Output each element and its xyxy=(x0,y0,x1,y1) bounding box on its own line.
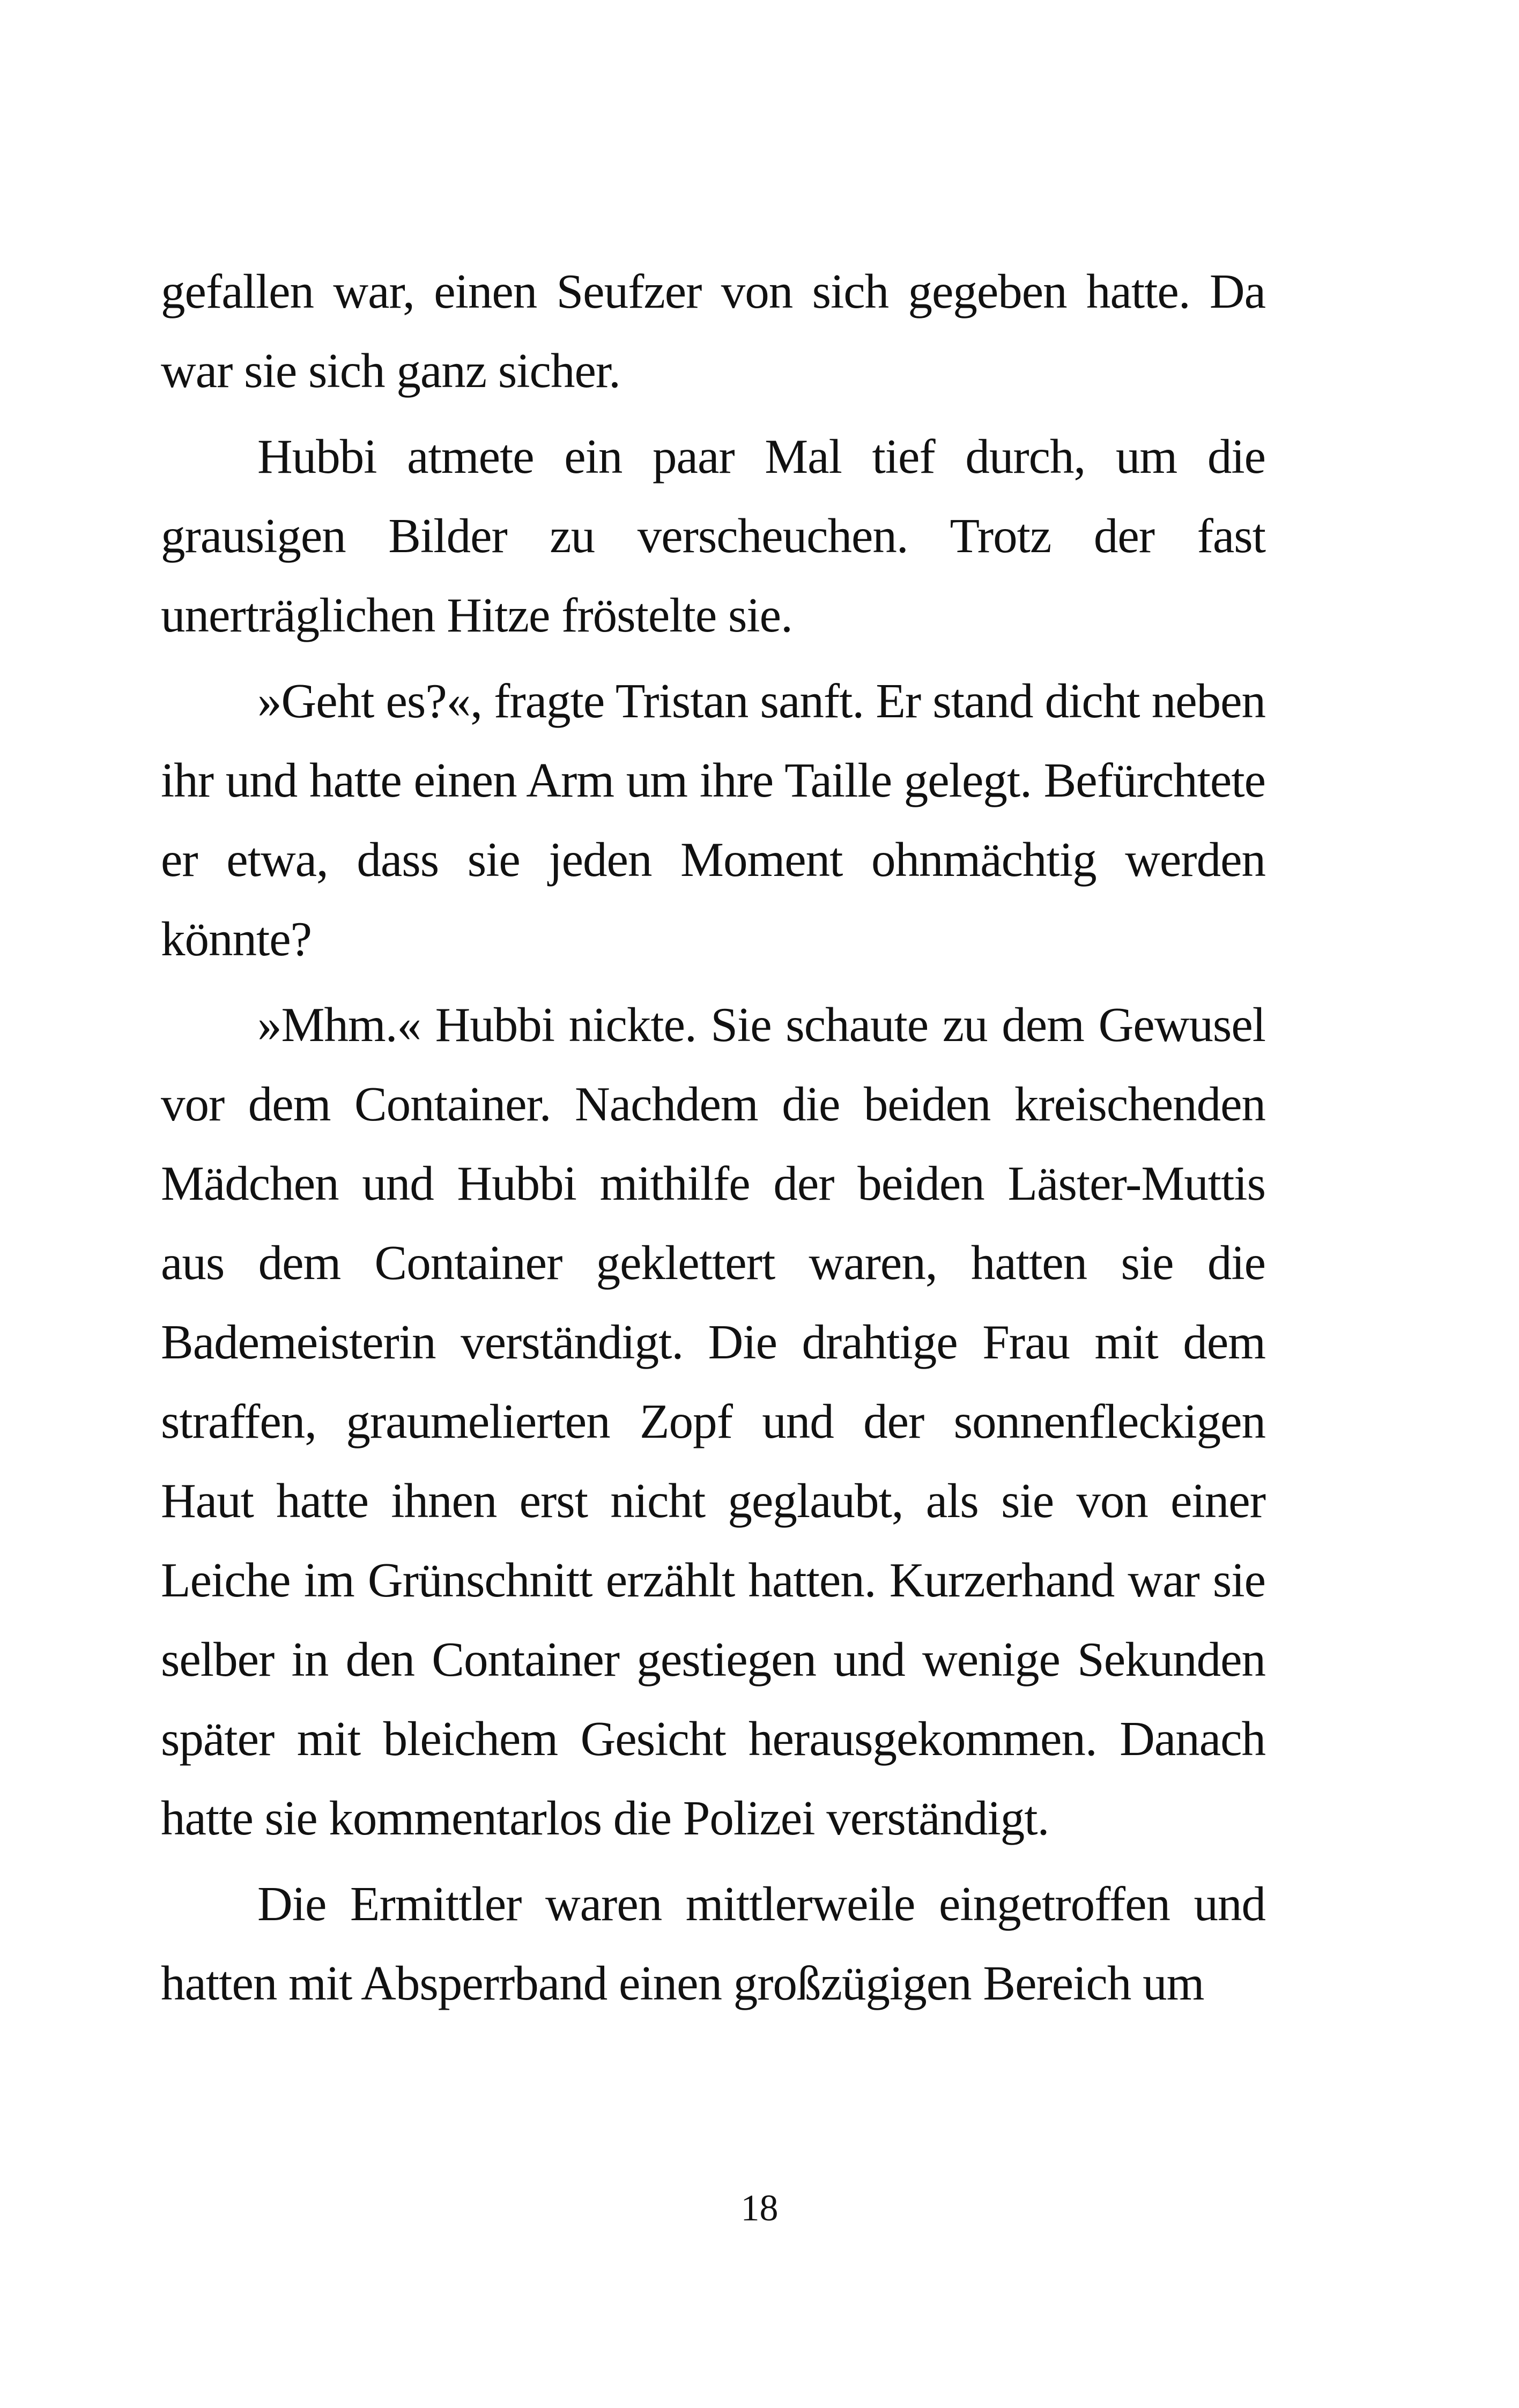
paragraph-2: Hubbi atmete ein paar Mal tief durch, um die grausigen Bilder zu verscheuchen. Trotz der fast unerträglichen Hitze fröstelte sie. xyxy=(161,429,1265,642)
paragraph-4: »Mhm.« Hubbi nickte. Sie schaute zu dem Gewusel vor dem Container. Nachdem die beiden kreischenden Mädchen und Hubbi mithilfe der beiden Läster-Muttis aus dem Container geklettert waren, hatten sie die Bademeisterin verständigt. Die drahtige Frau mit dem straffen, graumelierten Zopf und der sonnenfleckigen Haut hatte ihnen erst nicht geglaubt, als sie von einer Leiche im Grünschnitt erzählt hatten. Kurzerhand war sie selber in den Container gestiegen und wenige Sekunden später mit bleichem Gesicht herausgekommen. Danach hatte sie kommentarlos die Polizei verständigt. xyxy=(161,998,1265,1845)
body-text xyxy=(161,252,1265,2030)
paragraph-5: Die Ermittler waren mittlerweile eingetroffen und hatten mit Absperrband einen großzügigen Bereich um xyxy=(161,1877,1265,2010)
paragraph-3: »Geht es?«, fragte Tristan sanft. Er stand dicht neben ihr und hatte einen Arm um ihre Taille gelegt. Befürchtete er etwa, dass sie jeden Moment ohnmächtig werden könnte? xyxy=(161,674,1265,966)
page-number: 18 xyxy=(740,2188,779,2229)
paragraph-1: gefallen war, einen Seufzer von sich gegeben hatte. Da war sie sich ganz sicher. xyxy=(161,264,1265,398)
